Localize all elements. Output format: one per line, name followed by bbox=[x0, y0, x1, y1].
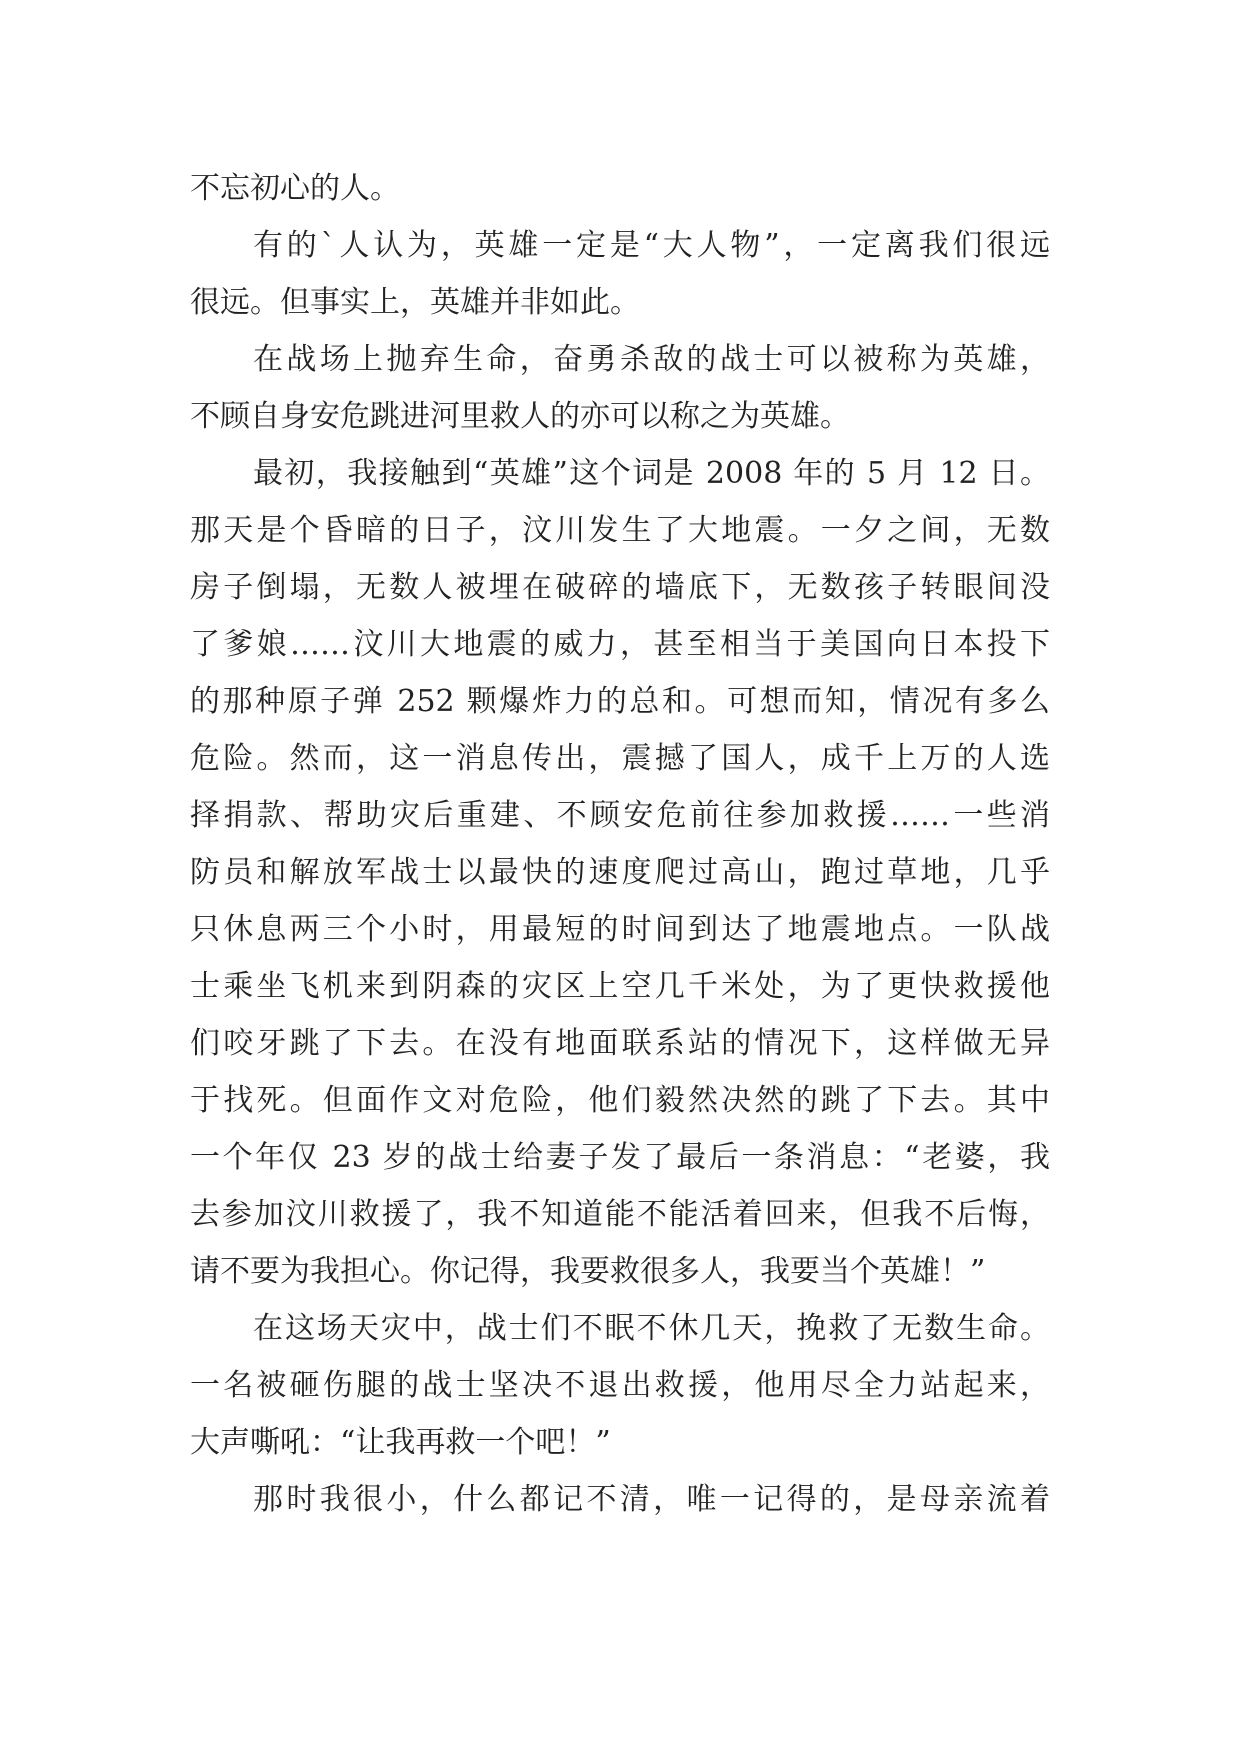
text-line: 了爹娘……汶川大地震的威力，甚至相当于美国向日本投下 bbox=[190, 627, 1050, 662]
text-line: 很远。但事实上，英雄并非如此。 bbox=[190, 285, 640, 320]
text-line: 大声嘶吼：“让我再救一个吧！” bbox=[190, 1425, 611, 1460]
text-line: 去参加汶川救援了，我不知道能不能活着回来，但我不后悔， bbox=[190, 1197, 1050, 1232]
text-line: 防员和解放军战士以最快的速度爬过高山，跑过草地，几乎 bbox=[190, 855, 1050, 890]
text-line: 一个年仅 23 岁的战士给妻子发了最后一条消息：“老婆，我 bbox=[190, 1140, 1050, 1175]
text-line: 那天是个昏暗的日子，汶川发生了大地震。一夕之间，无数 bbox=[190, 513, 1050, 548]
text-line: 只休息两三个小时，用最短的时间到达了地震地点。一队战 bbox=[190, 912, 1050, 947]
text-line: 不忘初心的人。 bbox=[190, 171, 400, 206]
text-line: 士乘坐飞机来到阴森的灾区上空几千米处，为了更快救援他 bbox=[190, 969, 1050, 1004]
paragraph-first-line: 有的`人认为，英雄一定是“大人物”，一定离我们很远 bbox=[253, 228, 1050, 263]
essay-text bbox=[190, 160, 1050, 1528]
text-line: 一名被砸伤腿的战士坚决不退出救援，他用尽全力站起来， bbox=[190, 1368, 1050, 1403]
text-line: 危险。然而，这一消息传出，震撼了国人，成千上万的人选 bbox=[190, 741, 1050, 776]
text-line: 于找死。但面作文对危险，他们毅然决然的跳了下去。其中 bbox=[190, 1083, 1050, 1118]
paragraph-first-line: 最初，我接触到“英雄”这个词是 2008 年的 5 月 12 日。 bbox=[253, 456, 1050, 491]
text-line: 择捐款、帮助灾后重建、不顾安危前往参加救援……一些消 bbox=[190, 798, 1050, 833]
paragraph-first-line: 那时我很小，什么都记不清，唯一记得的，是母亲流着 bbox=[253, 1482, 1050, 1517]
text-line: 们咬牙跳了下去。在没有地面联系站的情况下，这样做无异 bbox=[190, 1026, 1050, 1061]
text-line: 不顾自身安危跳进河里救人的亦可以称之为英雄。 bbox=[190, 399, 850, 434]
paragraph-first-line: 在战场上抛弃生命，奋勇杀敌的战士可以被称为英雄， bbox=[253, 342, 1050, 377]
paragraph-first-line: 在这场天灾中，战士们不眠不休几天，挽救了无数生命。 bbox=[253, 1311, 1050, 1346]
text-line: 的那种原子弹 252 颗爆炸力的总和。可想而知，情况有多么 bbox=[190, 684, 1050, 719]
text-line: 房子倒塌，无数人被埋在破碎的墙底下，无数孩子转眼间没 bbox=[190, 570, 1050, 605]
text-line: 请不要为我担心。你记得，我要救很多人，我要当个英雄！” bbox=[190, 1254, 986, 1289]
